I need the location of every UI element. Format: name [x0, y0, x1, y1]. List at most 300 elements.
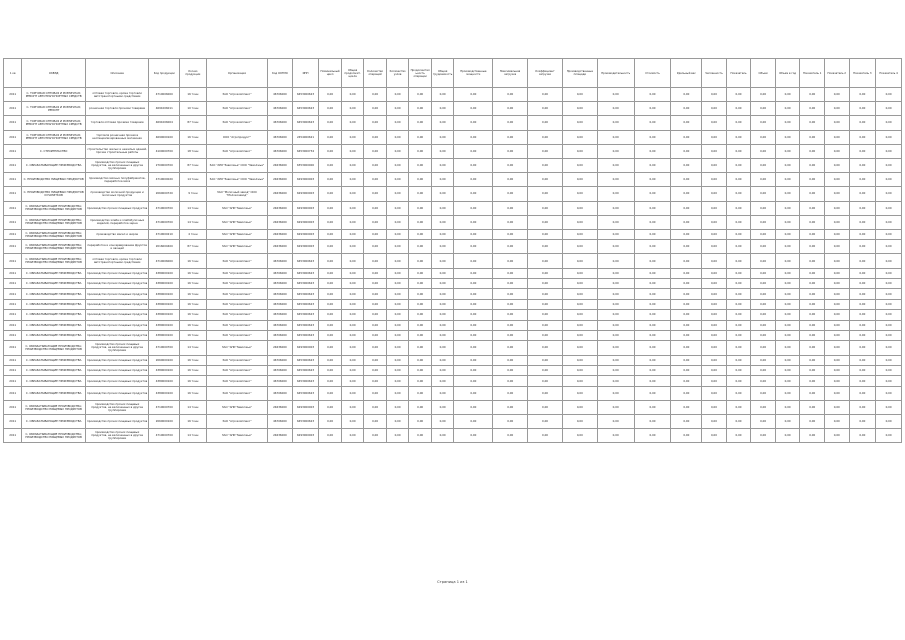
table-cell: С. ОБРАБАТЫВАЮЩИЕ ПРОИЗВОДСТВА; ПРОИЗВОДСТВО ПИЩЕВЫХ ПРОДУКТОВ — [22, 400, 85, 414]
table-cell: 0,00 — [726, 201, 751, 215]
table-cell: 0,00 — [528, 365, 563, 375]
table-cell: 0,00 — [562, 365, 597, 375]
table-cell: 0,00 — [775, 415, 800, 429]
table-cell: 0,00 — [775, 88, 800, 102]
table-cell: розничная торговля прочими товарами — [85, 102, 148, 116]
table-cell: 0,00 — [671, 279, 702, 289]
table-cell: 0,00 — [671, 386, 702, 400]
table-cell: 4100000700 — [149, 144, 180, 158]
table-cell: 0,00 — [800, 116, 825, 130]
table-cell: 6353000000 — [292, 158, 319, 172]
table-cell: 0,00 — [671, 215, 702, 229]
table-cell: 0,00 — [386, 365, 409, 375]
table-cell: 2011 — [4, 341, 22, 355]
table-cell: ЗАО "Агрокомплекс" — [206, 279, 267, 289]
column-header: Общая трудоемкость — [431, 59, 454, 88]
table-cell: ЗАО "Агрокомплекс" — [206, 254, 267, 268]
table-cell: 0,00 — [386, 279, 409, 289]
table-cell: 0,00 — [409, 279, 432, 289]
table-cell: 46706000 — [268, 268, 293, 278]
table-cell: 2011 — [4, 310, 22, 320]
table-cell: С. ОБРАБАТЫВАЮЩИЕ ПРОИЗВОДСТВА — [22, 365, 85, 375]
table-cell: 0,00 — [341, 341, 364, 355]
table-cell: С. ОБРАБАТЫВАЮЩИЕ ПРОИЗВОДСТВА — [22, 299, 85, 309]
table-cell: 0,00 — [431, 386, 454, 400]
table-cell: 0,00 — [409, 173, 432, 187]
table-cell: 46706000 — [268, 310, 293, 320]
table-cell: ЗАО "Агрокомплекс" — [206, 365, 267, 375]
table-cell: 0,00 — [454, 88, 493, 102]
table-cell: 0,00 — [702, 320, 727, 330]
table-cell: С. ТОРГОВАЯ ОПТОВАЯ И РОЗНИЧНАЯ; РЕМОНТ АВТОТРАНСПОРТНЫХ СРЕДСТВ — [22, 88, 85, 102]
table-cell: 0,00 — [849, 386, 876, 400]
table-cell: 0,00 — [528, 201, 563, 215]
table-cell: 0,00 — [849, 310, 876, 320]
table-cell: 0,00 — [409, 158, 432, 172]
table-cell: 6453000623 — [292, 268, 319, 278]
table-cell: 2011 — [4, 201, 22, 215]
table-cell: ЗАО "АПК"Заволжье" — [206, 429, 267, 443]
table-cell: 0,00 — [824, 429, 849, 443]
table-cell: 0,00 — [726, 144, 751, 158]
table-row — [4, 320, 902, 330]
table-cell: 0,00 — [849, 187, 876, 201]
table-cell: 0,00 — [493, 173, 528, 187]
table-cell: 0,00 — [597, 88, 634, 102]
table-cell: 0,00 — [671, 365, 702, 375]
table-cell: С. ОБРАБАТЫВАЮЩИЕ ПРОИЗВОДСТВА — [22, 158, 85, 172]
table-cell: 0,00 — [726, 330, 751, 340]
table-cell: 0,00 — [876, 215, 902, 229]
table-row — [4, 229, 902, 239]
table-cell: 0,00 — [702, 187, 727, 201]
table-cell: 0,00 — [597, 116, 634, 130]
table-cell: 0,00 — [319, 320, 342, 330]
table-cell: 0,00 — [726, 279, 751, 289]
table-cell: 0,00 — [341, 144, 364, 158]
table-cell: 0,00 — [849, 173, 876, 187]
table-cell: 0,00 — [702, 268, 727, 278]
table-cell: 4719000020 — [149, 173, 180, 187]
table-cell: 0,00 — [454, 341, 493, 355]
table-cell: 0,00 — [409, 341, 432, 355]
table-cell: 0,00 — [454, 102, 493, 116]
table-cell: 0,00 — [409, 386, 432, 400]
table-cell: 0,00 — [431, 320, 454, 330]
table-row — [4, 144, 902, 158]
table-cell: 0,00 — [493, 144, 528, 158]
table-cell: 0,00 — [849, 279, 876, 289]
table-cell: 0,00 — [876, 130, 902, 144]
table-cell: 0,00 — [751, 254, 776, 268]
table-cell: 0,00 — [702, 429, 727, 443]
table-cell: 0,00 — [341, 130, 364, 144]
table-cell: 0,00 — [409, 116, 432, 130]
table-row — [4, 187, 902, 201]
table-cell: торговля оптовая прочими товарами — [85, 116, 148, 130]
table-cell: 0,00 — [876, 400, 902, 414]
table-cell: 0,00 — [849, 320, 876, 330]
table-cell: 0,00 — [876, 386, 902, 400]
column-header: Стоимость — [634, 59, 671, 88]
table-cell: 0,00 — [800, 429, 825, 443]
table-cell: 0,00 — [364, 376, 387, 386]
table-cell: 0,00 — [364, 365, 387, 375]
column-header: Показатель 1 — [800, 59, 825, 88]
table-cell: 0,00 — [824, 279, 849, 289]
table-cell: производство прочих пищевых продуктов — [85, 355, 148, 365]
table-cell: 0,00 — [341, 268, 364, 278]
table-cell: 0,00 — [364, 341, 387, 355]
table-cell: 0,00 — [364, 201, 387, 215]
table-cell: 0,00 — [528, 158, 563, 172]
table-cell: 0,00 — [634, 289, 671, 299]
table-cell: ЗАО "Агрокомплекс" — [206, 102, 267, 116]
table-cell: производство прочих пищевых продуктов, не включенных в другие группировки — [85, 400, 148, 414]
table-cell: 4719000700 — [149, 215, 180, 229]
table-cell: 0,00 — [775, 187, 800, 201]
table-cell: ЗАО "Агрокомплекс" — [206, 355, 267, 365]
table-cell: 0,00 — [634, 279, 671, 289]
table-cell: 0,00 — [775, 268, 800, 278]
table-cell: 0,00 — [386, 201, 409, 215]
table-cell: 0,00 — [319, 341, 342, 355]
table-cell: 0,00 — [671, 268, 702, 278]
table-cell: 0,00 — [386, 116, 409, 130]
table-cell: 0,00 — [562, 341, 597, 355]
table-cell: 0,00 — [849, 355, 876, 365]
table-cell: 0,00 — [386, 158, 409, 172]
table-cell: 0,00 — [364, 240, 387, 254]
table-cell: 0,00 — [597, 279, 634, 289]
table-cell: 0,00 — [775, 240, 800, 254]
table-cell: 0,00 — [876, 415, 902, 429]
table-cell: ЗАО "АПК"Заволжье" ООО "Заволжье" — [206, 173, 267, 187]
table-cell: 0,00 — [751, 320, 776, 330]
table-cell: 0,00 — [634, 102, 671, 116]
table-cell: 0,00 — [702, 201, 727, 215]
table-cell: 0,00 — [634, 158, 671, 172]
table-cell: 0,00 — [562, 254, 597, 268]
table-cell: 0,00 — [341, 88, 364, 102]
table-cell: 0,00 — [454, 320, 493, 330]
table-cell: 2011 — [4, 289, 22, 299]
table-cell: 2454000621 — [292, 130, 319, 144]
table-cell: 0,00 — [634, 310, 671, 320]
table-cell: 0,00 — [726, 102, 751, 116]
table-cell: 0,00 — [319, 102, 342, 116]
table-cell: 0,00 — [824, 254, 849, 268]
table-cell: 0,00 — [726, 88, 751, 102]
table-cell: 0,00 — [431, 429, 454, 443]
table-cell: 0,00 — [319, 173, 342, 187]
table-cell: 0,00 — [431, 415, 454, 429]
table-cell: 0,00 — [876, 299, 902, 309]
table-cell: 0,00 — [562, 320, 597, 330]
table-cell: 6293000003 — [292, 215, 319, 229]
table-cell: 87 тонн — [180, 116, 207, 130]
table-cell: 0,00 — [319, 289, 342, 299]
table-cell: 0,00 — [775, 330, 800, 340]
table-cell: С. ОБРАБАТЫВАЮЩИЕ ПРОИЗВОДСТВА; ПРОИЗВОДСТВО ПИЩЕВЫХ ПРОДУКТОВ — [22, 201, 85, 215]
table-cell: 0,00 — [671, 144, 702, 158]
table-cell: 0,00 — [319, 365, 342, 375]
table-cell: 0,00 — [751, 279, 776, 289]
table-cell: 4380000100 — [149, 279, 180, 289]
table-cell: 0,00 — [775, 355, 800, 365]
table-cell: 0,00 — [597, 158, 634, 172]
table-cell: 2700000700 — [149, 158, 180, 172]
table-cell: ЗАО "Агрокомплекс" — [206, 299, 267, 309]
table-cell: 0,00 — [775, 429, 800, 443]
table-cell: 0,00 — [409, 429, 432, 443]
table-cell: 0,00 — [634, 320, 671, 330]
table-cell: 0,00 — [800, 187, 825, 201]
table-cell: 0,00 — [409, 400, 432, 414]
table-cell: 4380000100 — [149, 268, 180, 278]
table-cell: 0,00 — [528, 240, 563, 254]
table-cell: 0,00 — [800, 376, 825, 386]
table-cell: 0,00 — [876, 187, 902, 201]
table-cell: 0,00 — [493, 289, 528, 299]
table-cell: 0,00 — [364, 355, 387, 365]
table-cell: 4380000100 — [149, 330, 180, 340]
table-cell: 0,00 — [824, 386, 849, 400]
table-cell: 16 тонн — [180, 365, 207, 375]
table-cell: оптовая торговля, кроме торговли автотранспортными средствами — [85, 254, 148, 268]
table-cell: 0,00 — [775, 376, 800, 386]
table-cell: 0,00 — [431, 240, 454, 254]
table-cell: 0,00 — [849, 299, 876, 309]
table-cell: 0,00 — [409, 187, 432, 201]
table-cell: 0,00 — [824, 376, 849, 386]
table-cell: 0,00 — [751, 240, 776, 254]
table-cell: 0,00 — [800, 229, 825, 239]
table-cell: 0,00 — [431, 299, 454, 309]
table-cell: 0,00 — [702, 102, 727, 116]
table-cell: 16 тонн — [180, 320, 207, 330]
table-row — [4, 310, 902, 320]
table-row — [4, 400, 902, 414]
table-cell: 24636000 — [268, 173, 293, 187]
table-cell: 2011 — [4, 116, 22, 130]
table-cell: 0,00 — [341, 254, 364, 268]
table-cell: 0,00 — [562, 130, 597, 144]
table-cell: 0,00 — [409, 215, 432, 229]
table-cell: 6453000623 — [292, 376, 319, 386]
table-cell: 0,00 — [849, 215, 876, 229]
table-cell: ЗАО "Агрокомплекс" — [206, 376, 267, 386]
table-cell: торговля розничная прочая в неспециализированных магазинах — [85, 130, 148, 144]
table-cell: 0,00 — [634, 88, 671, 102]
table-cell: 0,00 — [341, 415, 364, 429]
table-cell: 0,00 — [386, 299, 409, 309]
table-row — [4, 330, 902, 340]
table-cell: 0,00 — [775, 254, 800, 268]
table-cell: 0,00 — [364, 215, 387, 229]
table-cell: 0,00 — [341, 201, 364, 215]
table-cell: 46706000 — [268, 144, 293, 158]
table-cell: 2011 — [4, 254, 22, 268]
table-cell: 0,00 — [562, 144, 597, 158]
table-cell: 0,00 — [634, 299, 671, 309]
table-cell: 14 тонн — [180, 201, 207, 215]
column-header: Численность — [702, 59, 727, 88]
table-cell: 0,00 — [775, 102, 800, 116]
table-cell: 0,00 — [800, 88, 825, 102]
table-cell: С. ОБРАБАТЫВАЮЩИЕ ПРОИЗВОДСТВА; ПРОИЗВОДСТВО ПИЩЕВЫХ ПРОДУКТОВ — [22, 215, 85, 229]
table-cell: 0,00 — [751, 201, 776, 215]
table-cell: 0,00 — [493, 386, 528, 400]
column-header: Производительность — [597, 59, 634, 88]
table-cell: 24636000 — [268, 229, 293, 239]
table-cell: 0,00 — [800, 201, 825, 215]
table-cell: 0,00 — [431, 400, 454, 414]
table-cell: 0,00 — [409, 289, 432, 299]
column-header: 1 кв — [4, 59, 22, 88]
table-cell: С. ПРОИЗВОДСТВО ПИЩЕВЫХ ПРОДУКТОВ — [22, 173, 85, 187]
table-cell: 0,00 — [751, 429, 776, 443]
table-cell: 0,00 — [493, 400, 528, 414]
table-cell: 4710006000 — [149, 88, 180, 102]
table-cell: 0,00 — [634, 130, 671, 144]
table-cell: С. ОБРАБАТЫВАЮЩИЕ ПРОИЗВОДСТВА — [22, 320, 85, 330]
table-cell: 0,00 — [454, 144, 493, 158]
column-header: Количество узлов — [386, 59, 409, 88]
table-cell: 0,00 — [597, 268, 634, 278]
table-cell: 0,00 — [493, 299, 528, 309]
table-cell: 0,00 — [726, 386, 751, 400]
table-cell: 0,00 — [849, 330, 876, 340]
table-cell: 0,00 — [454, 173, 493, 187]
table-cell: 0,00 — [528, 320, 563, 330]
table-cell: 0,00 — [454, 415, 493, 429]
table-cell: 0,00 — [876, 341, 902, 355]
table-cell: 0,00 — [493, 365, 528, 375]
table-cell: 0,00 — [386, 240, 409, 254]
table-cell: 0,00 — [775, 116, 800, 130]
table-cell: 2011 — [4, 268, 22, 278]
table-cell: 0,00 — [386, 254, 409, 268]
table-cell: 0,00 — [597, 376, 634, 386]
table-cell: 0,00 — [800, 102, 825, 116]
table-cell: 0,00 — [386, 144, 409, 158]
table-cell: 18 тонн — [180, 144, 207, 158]
table-cell: 2011 — [4, 299, 22, 309]
table-cell: 0,00 — [671, 320, 702, 330]
table-cell: 0,00 — [634, 215, 671, 229]
table-cell: 0,00 — [528, 429, 563, 443]
table-cell: 0,00 — [775, 158, 800, 172]
table-row — [4, 88, 902, 102]
table-cell: 0,00 — [702, 215, 727, 229]
table-cell: ЗАО "АПК"Заволжье" — [206, 341, 267, 355]
table-cell: 0,00 — [751, 187, 776, 201]
table-cell: 0,00 — [431, 130, 454, 144]
table-cell: 0,00 — [824, 240, 849, 254]
table-cell: С. ПРОИЗВОДСТВО ПИЩЕВЫХ ПРОДУКТОВ И НАПИТКОВ — [22, 187, 85, 201]
table-cell: 0,00 — [800, 215, 825, 229]
table-cell: 0,00 — [634, 341, 671, 355]
table-cell: 16 тонн — [180, 289, 207, 299]
table-cell: 0,00 — [454, 365, 493, 375]
table-cell: 0,00 — [597, 365, 634, 375]
table-cell: 0,00 — [824, 116, 849, 130]
table-cell: 87 тонн — [180, 240, 207, 254]
table-cell: 0,00 — [775, 215, 800, 229]
table-cell: 0,00 — [824, 144, 849, 158]
table-cell: 46706000 — [268, 365, 293, 375]
table-cell: 0,00 — [431, 355, 454, 365]
table-cell: 0,00 — [800, 415, 825, 429]
column-header: Номинальный цикл — [319, 59, 342, 88]
table-cell: 0,00 — [319, 415, 342, 429]
column-header: Объем в год — [775, 59, 800, 88]
table-cell: 0,00 — [319, 376, 342, 386]
table-cell: производство прочих пищевых продуктов — [85, 279, 148, 289]
table-cell: строительство жилых и нежилых зданий, прочие строительные работы — [85, 144, 148, 158]
column-header: Показатель — [726, 59, 751, 88]
table-cell: 4719000700 — [149, 341, 180, 355]
table-cell: 0,00 — [849, 341, 876, 355]
table-cell: 6453000623 — [292, 365, 319, 375]
table-cell: 2011 — [4, 415, 22, 429]
table-cell: 0,00 — [702, 144, 727, 158]
table-cell: 0,00 — [597, 102, 634, 116]
table-cell: 0,00 — [409, 229, 432, 239]
table-cell: 0,00 — [597, 229, 634, 239]
table-cell: 0,00 — [562, 279, 597, 289]
table-cell: 16 тонн — [180, 330, 207, 340]
table-cell: ЗАО "АПК"Заволжье" ООО "Заволжье" — [206, 158, 267, 172]
column-header: Производственные мощности — [454, 59, 493, 88]
table-cell: 0,00 — [726, 229, 751, 239]
table-cell: 0,00 — [800, 386, 825, 400]
table-cell: 0,00 — [341, 240, 364, 254]
table-cell: 2011 — [4, 400, 22, 414]
table-cell: 16 тонн — [180, 310, 207, 320]
table-cell: 0,00 — [634, 187, 671, 201]
table-cell: 0,00 — [800, 144, 825, 158]
table-cell: 0,00 — [702, 376, 727, 386]
table-cell: 0,00 — [409, 268, 432, 278]
table-cell: 0,00 — [528, 299, 563, 309]
table-cell: 0,00 — [364, 400, 387, 414]
table-cell: С. ОБРАБАТЫВАЮЩИЕ ПРОИЗВОДСТВА — [22, 279, 85, 289]
table-cell: 10 тонн — [180, 102, 207, 116]
table-cell: 14 тонн — [180, 215, 207, 229]
table-cell: 0,00 — [454, 386, 493, 400]
table-cell: 0,00 — [824, 310, 849, 320]
table-cell: 0,00 — [597, 415, 634, 429]
table-cell: 24636000 — [268, 429, 293, 443]
table-cell: 4691006004 — [149, 116, 180, 130]
table-cell: 0,00 — [454, 330, 493, 340]
table-row — [4, 102, 902, 116]
table-cell: 6293000003 — [292, 400, 319, 414]
table-cell: ЗАО "Агрокомплекс" — [206, 116, 267, 130]
table-cell: 0,00 — [800, 173, 825, 187]
table-cell: ЗАО "Агрокомплекс" — [206, 415, 267, 429]
table-cell: 0,00 — [493, 116, 528, 130]
table-cell: 0,00 — [341, 116, 364, 130]
table-row — [4, 289, 902, 299]
table-cell: производство прочих пищевых продуктов, не включенных в другие группировки — [85, 429, 148, 443]
column-header: Показатель 3 — [849, 59, 876, 88]
table-cell: 0,00 — [431, 158, 454, 172]
table-cell: 0,00 — [597, 240, 634, 254]
table-cell: 0,00 — [528, 88, 563, 102]
